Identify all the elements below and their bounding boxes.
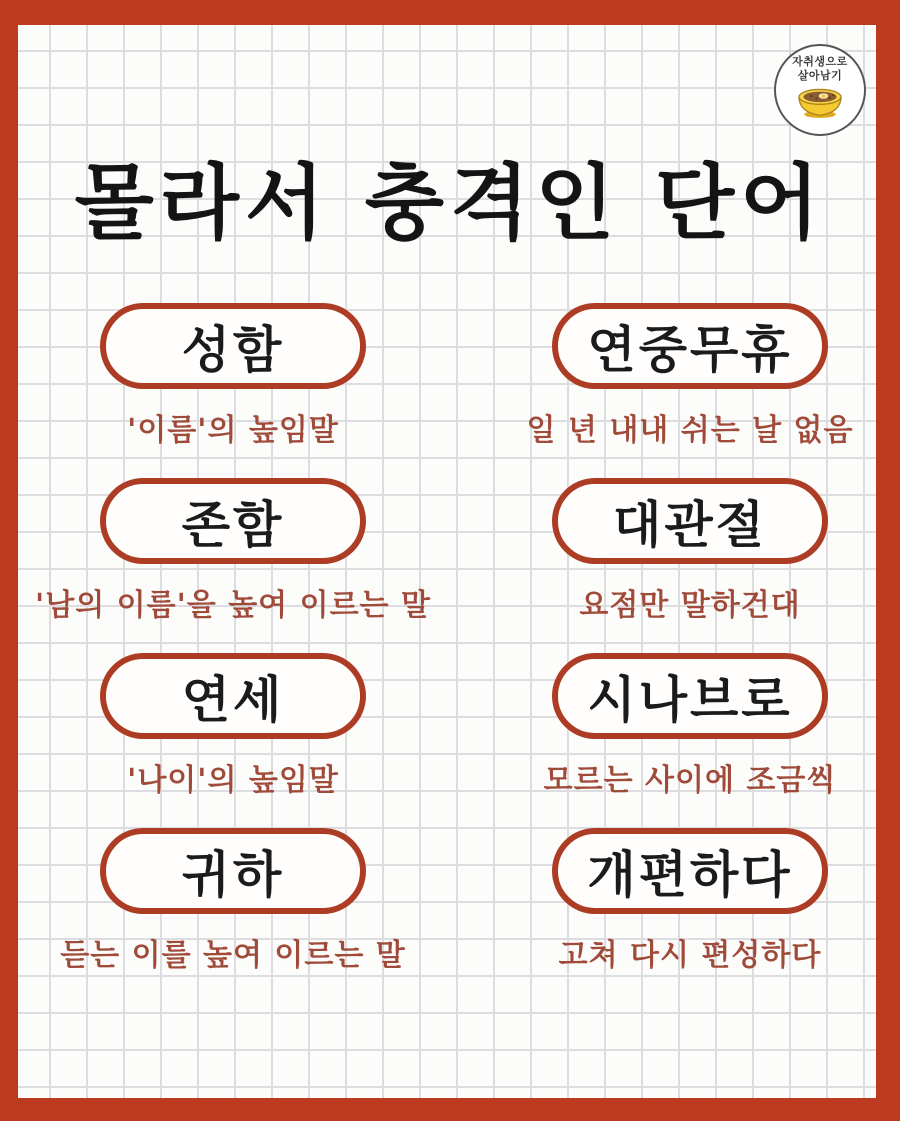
vocab-entry [515,303,865,478]
vocab-entry [35,478,431,653]
word-label: 시나브로 [587,671,793,729]
vocab-entry [515,478,865,653]
page-title: 몰라서 충격인 단어 [74,156,826,251]
word-column-right [515,303,865,1003]
word-label: 성함 [181,321,285,379]
brand-logo-text-line1: 자취생으로 [792,55,848,69]
word-column-left [35,303,431,1003]
word-label: 존함 [181,496,285,554]
word-definition: 일 년 내내 쉬는 날 없음 [526,413,854,448]
word-pill [552,478,828,564]
word-definition: 듣는 이를 높여 이르는 말 [60,938,406,973]
vocab-entry [48,828,418,1003]
word-definition: '이름'의 높임말 [127,413,339,448]
word-pill [100,828,366,914]
word-definition: '나이'의 높임말 [127,763,339,798]
brand-logo-badge [774,44,866,136]
word-definition: 모르는 사이에 조금씩 [543,763,837,798]
vocab-entry [515,828,865,1003]
word-pill [552,303,828,389]
word-label: 귀하 [181,846,285,904]
word-definition: '남의 이름'을 높여 이르는 말 [35,588,431,623]
word-label: 연중무휴 [587,321,793,379]
word-label: 대관절 [613,496,767,554]
brand-logo-text-line2: 살아남기 [797,69,843,82]
word-pill [552,828,828,914]
word-label: 연세 [181,671,285,729]
word-label: 개편하다 [587,846,793,904]
word-pill [100,653,366,739]
word-pill [100,478,366,564]
word-definition: 고쳐 다시 편성하다 [558,938,822,973]
word-pill [552,653,828,739]
vocab-entry [48,303,418,478]
word-pill [100,303,366,389]
word-definition: 요점만 말하건대 [579,588,801,623]
ramen-pot-icon [792,85,848,125]
vocab-entry [48,653,418,828]
vocab-entry [515,653,865,828]
